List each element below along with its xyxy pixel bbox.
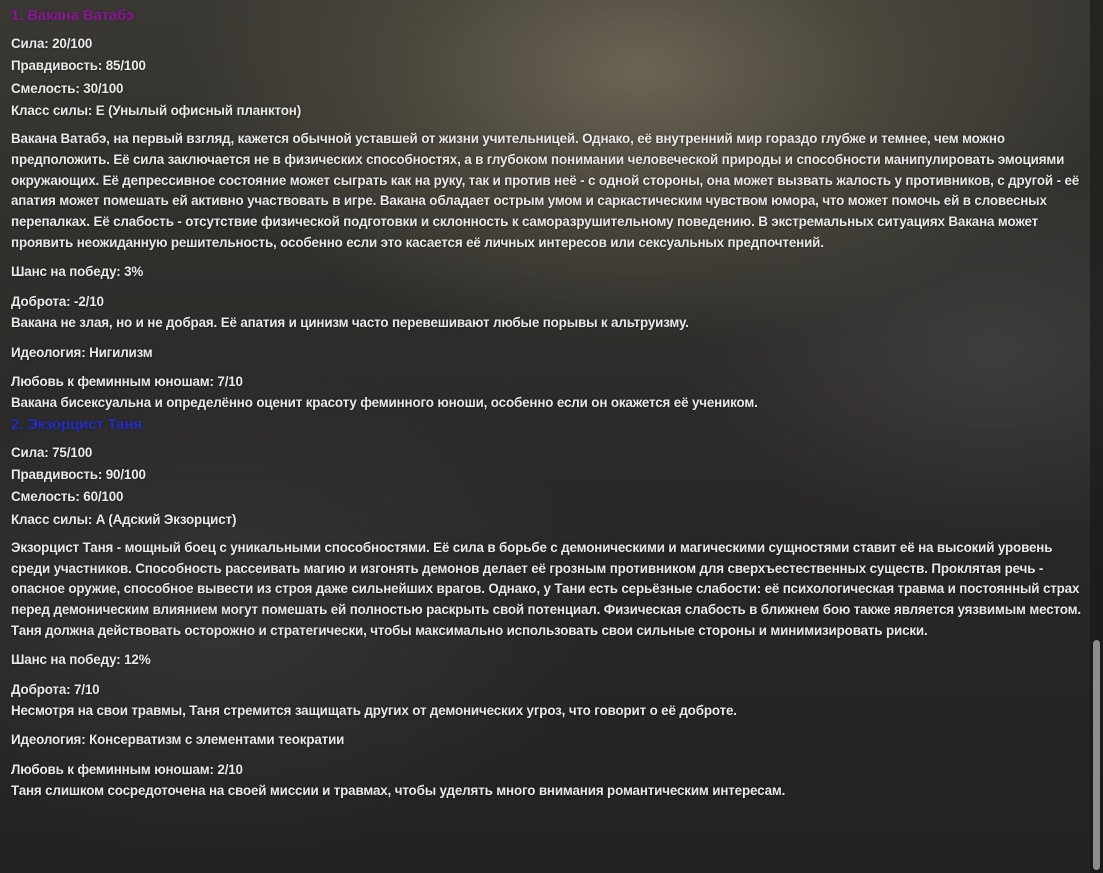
love-block-1	[11, 372, 1081, 413]
message-content	[11, 5, 1081, 802]
kindness-rating-2: Доброта: 7/10	[11, 682, 100, 698]
character-description-1: Вакана Ватабэ, на первый взгляд, кажется обычной уставшей от жизни учительницей. Однако, её внутренний мир гораздо глубже и темнее, чем можно предположить. Её сила заключается не в физических способностях, а в глубоком понимании человеческой природы и способности манипулировать эмоциями окружающих. Её депрессивное состояние может сыграть как на руку, так и против неё - с одной стороны, она может вызвать жалость у противников, с другой - её апатия может помешать ей активно участвовать в игре. Вакана обладает острым умом и саркастическим чувством юмора, что может помочь ей в словесных перепалках. Её слабость - отсутствие физической подготовки и склонность к саморазрушительному поведению. В экстремальных ситуациях Вакана может проявить неожиданную решительность, особенно если это касается её личных интересов или сексуальных предпочтений.	[11, 131, 1080, 250]
stats-block-1	[11, 33, 1081, 122]
stat-courage-1: Смелость: 30/100	[11, 80, 124, 96]
love-rating-2: Любовь к феминным юношам: 2/10	[11, 762, 243, 778]
ideology-1: Идеология: Нигилизм	[11, 344, 153, 360]
love-note-1: Вакана бисексуальна и определённо оценит красоту феминного юноши, особенно если он окажется её учеником.	[11, 394, 758, 410]
stat-courage-2: Смелость: 60/100	[11, 489, 124, 505]
stat-strength-1: Сила: 20/100	[11, 36, 93, 51]
kindness-block-1	[11, 292, 1081, 333]
love-block-2	[11, 760, 1081, 801]
love-rating-1: Любовь к феминным юношам: 7/10	[11, 374, 243, 390]
ideology-2: Идеология: Консерватизм с элементами теократии	[11, 732, 345, 748]
scrollbar-thumb[interactable]	[1093, 640, 1100, 870]
character-title-1: 1. Вакана Ватабэ	[11, 7, 135, 24]
character-description-2: Экзорцист Таня - мощный боец с уникальными способностями. Её сила в борьбе с демоническими и магическими сущностями ставит её на высокий уровень среди участников. Способность рассеивать магию и изгонять демонов делает её грозным противником для сверхъестественных существ. Проклятая речь - опасное оружие, способное вывести из строя даже сильнейших врагов. Однако, у Тани есть серьёзные слабости: её психологическая травма и постоянный страх перед демоническим влиянием могут помешать ей полностью раскрыть свой потенциал. Физическая слабость в ближнем бою также является уязвимым местом. Таня должна действовать осторожно и стратегически, чтобы максимально использовать свои сильные стороны и минимизировать риски.	[11, 539, 1081, 638]
stat-truthfulness-1: Правдивость: 85/100	[11, 58, 146, 74]
character-card-2	[11, 414, 1081, 802]
kindness-block-2	[11, 680, 1081, 721]
vertical-scrollbar[interactable]	[1090, 0, 1103, 873]
kindness-note-1: Вакана не злая, но и не добрая. Её апатия и цинизм часто перевешивают любые порывы к альтруизму.	[11, 314, 689, 330]
stat-truthfulness-2: Правдивость: 90/100	[11, 466, 146, 482]
character-title-2: 2. Экзорцист Таня	[11, 415, 142, 433]
character-card-1	[11, 5, 1081, 414]
stats-block-2	[11, 442, 1081, 531]
win-chance-1: Шанс на победу: 3%	[11, 264, 144, 280]
stat-power-class-1: Класс силы: E (Унылый офисный планктон)	[11, 102, 302, 118]
stat-strength-2: Сила: 75/100	[11, 444, 93, 460]
kindness-note-2: Несмотря на свои травмы, Таня стремится защищать других от демонических угроз, что говорит о её доброте.	[11, 702, 737, 718]
win-chance-2: Шанс на победу: 12%	[11, 652, 151, 668]
love-note-2: Таня слишком сосредоточена на своей миссии и травмах, чтобы уделять много внимания романтическим интересам.	[11, 782, 786, 798]
stat-power-class-2: Класс силы: A (Адский Экзорцист)	[11, 511, 237, 527]
kindness-rating-1: Доброта: -2/10	[11, 294, 104, 310]
